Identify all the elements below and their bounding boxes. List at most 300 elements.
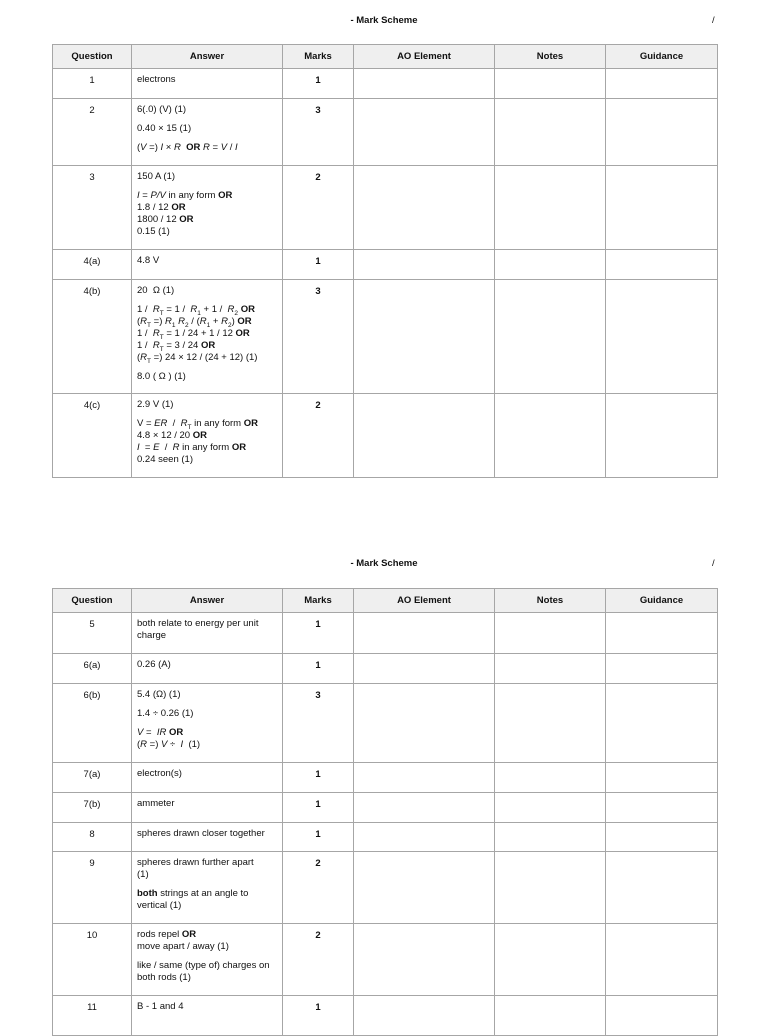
answer-text: in any form: [179, 442, 232, 453]
col-notes: Notes: [495, 45, 606, 69]
answer-line: [137, 328, 277, 340]
ao-element-cell: [354, 763, 495, 793]
marks-value: 2: [283, 166, 354, 250]
answer-text: E: [153, 442, 160, 453]
table-row: [53, 793, 718, 823]
notes-cell: [495, 166, 606, 250]
marks-value: 2: [283, 394, 354, 478]
answer-line: [137, 214, 277, 226]
answer-line: [137, 1001, 277, 1013]
answer-block: [137, 798, 277, 810]
table-row: [53, 613, 718, 654]
answer-text: 20 Ω (1): [137, 285, 175, 296]
answer-text: both relate to energy per unit: [137, 618, 259, 629]
answer-block: [137, 142, 277, 154]
answer-text: R: [152, 304, 160, 315]
answer-cell: [132, 684, 283, 763]
answer-text: I: [180, 739, 184, 750]
answer-text: 0.24 seen (1): [137, 454, 193, 465]
answer-line: [137, 618, 277, 630]
marks-value: 1: [283, 823, 354, 852]
answer-text: strings at an angle to: [157, 888, 249, 899]
page-header-2: [0, 558, 768, 572]
table-row: [53, 394, 718, 478]
answer-text: like / same (type of) charges on: [137, 960, 270, 971]
answer-text: 0.40 × 15 (1): [137, 123, 192, 134]
answer-block: [137, 371, 277, 383]
answer-cell: [132, 924, 283, 996]
guidance-cell: [606, 250, 718, 280]
col-guidance: Guidance: [606, 45, 718, 69]
answer-text: I: [137, 442, 140, 453]
guidance-cell: [606, 793, 718, 823]
answer-text: (1): [183, 739, 201, 750]
answer-cell: [132, 852, 283, 924]
marks-value: 2: [283, 924, 354, 996]
table-row: [53, 684, 718, 763]
answer-text: 1 /: [137, 340, 153, 351]
question-number: 8: [53, 823, 132, 852]
answer-text: 8.0 ( Ω ) (1): [137, 371, 186, 382]
answer-line: [137, 972, 277, 984]
answer-line: [137, 418, 277, 430]
answer-text: R: [221, 316, 228, 327]
answer-text: OR: [218, 190, 233, 201]
ao-element-cell: [354, 613, 495, 654]
answer-text: R: [140, 352, 148, 363]
guidance-cell: [606, 852, 718, 924]
answer-line: [137, 171, 277, 183]
answer-line: [137, 399, 277, 411]
answer-text: 5.4 (Ω) (1): [137, 689, 181, 700]
notes-cell: [495, 69, 606, 99]
answer-text: ÷: [167, 739, 181, 750]
notes-cell: [495, 823, 606, 852]
notes-cell: [495, 852, 606, 924]
answer-text: R: [140, 739, 148, 750]
answer-text: T: [159, 309, 164, 317]
answer-text: 2: [227, 321, 232, 329]
answer-text: 2: [185, 321, 189, 329]
answer-text: =): [146, 142, 161, 153]
answer-text: electrons: [137, 74, 176, 85]
answer-line: [137, 74, 277, 86]
answer-line: [137, 454, 277, 466]
guidance-cell: [606, 69, 718, 99]
answer-text: OR: [240, 304, 255, 315]
answer-block: [137, 418, 277, 466]
question-number: 7(b): [53, 793, 132, 823]
col-marks: Marks: [283, 45, 354, 69]
guidance-cell: [606, 684, 718, 763]
marks-value: 3: [283, 99, 354, 166]
answer-text: R: [199, 316, 207, 327]
answer-text: vertical (1): [137, 900, 182, 911]
answer-text: both rods (1): [137, 972, 191, 983]
answer-text: 4.8 V: [137, 255, 160, 266]
answer-text: 1.8 / 12: [137, 202, 172, 213]
notes-cell: [495, 654, 606, 684]
answer-text: R: [165, 316, 172, 327]
answer-text: ER: [154, 418, 168, 429]
marks-value: 3: [283, 684, 354, 763]
answer-text: OR: [179, 214, 194, 225]
question-number: 4(a): [53, 250, 132, 280]
page-title: - Mark Scheme: [350, 558, 418, 569]
question-number: 10: [53, 924, 132, 996]
answer-line: [137, 768, 277, 780]
answer-text: R: [152, 340, 160, 351]
answer-text: OR: [171, 202, 186, 213]
answer-block: [137, 618, 277, 642]
answer-text: (1): [137, 869, 149, 880]
answer-block: [137, 929, 277, 953]
answer-line: [137, 442, 277, 454]
answer-block: [137, 255, 277, 267]
answer-line: [137, 352, 277, 364]
marks-value: 1: [283, 654, 354, 684]
notes-cell: [495, 763, 606, 793]
answer-text: R: [190, 304, 198, 315]
guidance-cell: [606, 99, 718, 166]
answer-text: OR: [237, 316, 252, 327]
answer-block: [137, 689, 277, 701]
answer-text: R: [152, 328, 160, 339]
col-marks: Marks: [283, 589, 354, 613]
ao-element-cell: [354, 99, 495, 166]
answer-line: [137, 828, 277, 840]
answer-text: /: [227, 142, 235, 153]
answer-text: R: [203, 142, 210, 153]
answer-text: 150 A (1): [137, 171, 176, 182]
table-row: [53, 924, 718, 996]
answer-text: / (: [188, 316, 200, 327]
answer-line: [137, 123, 277, 135]
answer-text: R: [140, 316, 148, 327]
ao-element-cell: [354, 823, 495, 852]
answer-cell: [132, 613, 283, 654]
answer-text: 1 /: [137, 328, 153, 339]
table-row: [53, 823, 718, 852]
ao-element-cell: [354, 280, 495, 394]
answer-text: R: [180, 418, 188, 429]
answer-text: =: [209, 142, 221, 153]
ao-element-cell: [354, 394, 495, 478]
answer-line: [137, 960, 277, 972]
answer-block: [137, 190, 277, 238]
answer-line: [137, 104, 277, 116]
answer-cell: [132, 280, 283, 394]
marks-value: 1: [283, 793, 354, 823]
answer-block: [137, 171, 277, 183]
answer-text: I: [137, 190, 140, 201]
question-number: 6(b): [53, 684, 132, 763]
ao-element-cell: [354, 654, 495, 684]
answer-text: ): [231, 316, 238, 327]
question-number: 4(c): [53, 394, 132, 478]
answer-text: T: [159, 333, 164, 341]
col-question: Question: [53, 589, 132, 613]
answer-line: [137, 371, 277, 383]
answer-text: =): [147, 739, 162, 750]
table-row: [53, 250, 718, 280]
answer-text: OR: [168, 727, 184, 738]
answer-text: I: [160, 142, 164, 153]
answer-text: spheres drawn further apart: [137, 857, 254, 868]
answer-line: [137, 630, 277, 642]
answer-text: 1: [197, 309, 201, 317]
col-guidance: Guidance: [606, 589, 718, 613]
table-row: [53, 69, 718, 99]
ao-element-cell: [354, 793, 495, 823]
notes-cell: [495, 280, 606, 394]
guidance-cell: [606, 280, 718, 394]
answer-text: R: [172, 442, 180, 453]
answer-cell: [132, 763, 283, 793]
answer-text: T: [147, 357, 152, 365]
answer-text: R: [178, 316, 186, 327]
question-number: 7(a): [53, 763, 132, 793]
answer-text: 1 /: [137, 304, 153, 315]
answer-text: V =: [137, 418, 155, 429]
answer-line: [137, 941, 277, 953]
answer-text: ammeter: [137, 798, 175, 809]
answer-cell: [132, 394, 283, 478]
answer-text: 1800 / 12: [137, 214, 180, 225]
marks-value: 1: [283, 763, 354, 793]
header-row: [53, 589, 718, 613]
guidance-cell: [606, 654, 718, 684]
marks-value: 1: [283, 250, 354, 280]
question-number: 5: [53, 613, 132, 654]
answer-text: (: [137, 316, 141, 327]
answer-text: =: [139, 442, 154, 453]
marks-value: 3: [283, 280, 354, 394]
answer-line: [137, 430, 277, 442]
table-row: [53, 852, 718, 924]
answer-text: both: [137, 888, 158, 899]
answer-text: move apart / away (1): [137, 941, 229, 952]
answer-text: OR: [235, 328, 250, 339]
answer-text: B - 1 and 4: [137, 1001, 184, 1012]
table-row: [53, 280, 718, 394]
answer-text: V: [220, 142, 228, 153]
answer-text: V: [137, 727, 144, 738]
answer-text: /: [159, 442, 173, 453]
answer-text: =: [139, 190, 151, 201]
answer-text: R: [227, 304, 235, 315]
answer-line: [137, 255, 277, 267]
notes-cell: [495, 684, 606, 763]
col-ao-element: AO Element: [354, 589, 495, 613]
answer-block: [137, 74, 277, 86]
answer-block: [137, 285, 277, 297]
ao-element-cell: [354, 166, 495, 250]
answer-block: [137, 304, 277, 364]
answer-text: 0.26 (A): [137, 659, 171, 670]
answer-text: 4.8 × 12 / 20: [137, 430, 193, 441]
answer-block: [137, 123, 277, 135]
question-number: 4(b): [53, 280, 132, 394]
notes-cell: [495, 996, 606, 1036]
col-answer: Answer: [132, 589, 283, 613]
answer-text: 1: [171, 321, 176, 329]
answer-line: [137, 900, 277, 912]
answer-text: T: [159, 345, 164, 353]
mark-scheme-table-2: [52, 588, 718, 1036]
answer-line: [137, 888, 277, 900]
answer-text: rods repel: [137, 929, 182, 940]
answer-line: [137, 929, 277, 941]
notes-cell: [495, 924, 606, 996]
answer-text: 1: [206, 321, 211, 329]
header-row: [53, 45, 718, 69]
answer-line: [137, 304, 277, 316]
answer-block: [137, 399, 277, 411]
answer-text: 0.15 (1): [137, 226, 170, 237]
answer-text: =: [143, 727, 157, 738]
question-number: 2: [53, 99, 132, 166]
answer-text: 6(.0) (V) (1): [137, 104, 187, 115]
answer-line: [137, 739, 277, 751]
answer-text: OR: [231, 442, 247, 453]
answer-line: [137, 226, 277, 238]
notes-cell: [495, 250, 606, 280]
answer-block: [137, 727, 277, 751]
answer-line: [137, 285, 277, 297]
answer-text: I: [235, 142, 238, 153]
table-row: [53, 763, 718, 793]
question-number: 11: [53, 996, 132, 1036]
guidance-cell: [606, 924, 718, 996]
answer-text: 2: [234, 309, 239, 317]
answer-cell: [132, 166, 283, 250]
answer-text: OR: [186, 142, 201, 153]
notes-cell: [495, 394, 606, 478]
answer-block: [137, 888, 277, 912]
answer-text: spheres drawn closer together: [137, 828, 265, 839]
marks-value: 1: [283, 69, 354, 99]
answer-line: [137, 142, 277, 154]
answer-block: [137, 1001, 277, 1013]
question-number: 9: [53, 852, 132, 924]
answer-text: V: [140, 142, 147, 153]
answer-text: +: [210, 316, 222, 327]
answer-block: [137, 960, 277, 984]
answer-text: =): [151, 316, 166, 327]
answer-text: in any form: [165, 190, 219, 201]
col-question: Question: [53, 45, 132, 69]
answer-block: [137, 857, 277, 881]
answer-block: [137, 828, 277, 840]
page-slash: /: [712, 558, 715, 569]
answer-text: (: [137, 352, 141, 363]
answer-line: [137, 202, 277, 214]
answer-text: charge: [137, 630, 167, 641]
answer-text: electron(s): [137, 768, 182, 779]
answer-line: [137, 659, 277, 671]
question-number: 1: [53, 69, 132, 99]
page-header-1: [0, 15, 768, 29]
guidance-cell: [606, 613, 718, 654]
answer-block: [137, 659, 277, 671]
ao-element-cell: [354, 684, 495, 763]
answer-cell: [132, 250, 283, 280]
answer-text: OR: [243, 418, 258, 429]
answer-text: T: [147, 321, 152, 329]
answer-text: = 1 /: [163, 304, 191, 315]
marks-value: 2: [283, 852, 354, 924]
col-ao-element: AO Element: [354, 45, 495, 69]
table-row: [53, 166, 718, 250]
answer-text: T: [187, 423, 192, 431]
page-slash: /: [712, 15, 715, 26]
ao-element-cell: [354, 924, 495, 996]
answer-text: 2.9 V (1): [137, 399, 174, 410]
answer-text: + 1 /: [200, 304, 228, 315]
answer-text: OR: [192, 430, 207, 441]
marks-value: 1: [283, 613, 354, 654]
guidance-cell: [606, 394, 718, 478]
guidance-cell: [606, 823, 718, 852]
answer-cell: [132, 654, 283, 684]
table-row: [53, 654, 718, 684]
answer-text: = 1 / 24 + 1 / 12: [163, 328, 236, 339]
page-title: - Mark Scheme: [350, 15, 418, 26]
answer-text: ×: [163, 142, 174, 153]
answer-text: =) 24 × 12 / (24 + 12) (1): [151, 352, 258, 363]
question-number: 3: [53, 166, 132, 250]
col-answer: Answer: [132, 45, 283, 69]
notes-cell: [495, 99, 606, 166]
notes-cell: [495, 613, 606, 654]
notes-cell: [495, 793, 606, 823]
answer-text: V: [161, 739, 168, 750]
guidance-cell: [606, 763, 718, 793]
answer-cell: [132, 823, 283, 852]
ao-element-cell: [354, 852, 495, 924]
ao-element-cell: [354, 250, 495, 280]
table-row: [53, 996, 718, 1036]
mark-scheme-table-1: [52, 44, 718, 478]
answer-cell: [132, 99, 283, 166]
answer-text: /: [167, 418, 181, 429]
answer-line: [137, 708, 277, 720]
answer-block: [137, 104, 277, 116]
answer-line: [137, 869, 277, 881]
answer-cell: [132, 69, 283, 99]
answer-text: in any form: [191, 418, 244, 429]
answer-line: [137, 857, 277, 869]
marks-value: 1: [283, 996, 354, 1036]
answer-block: [137, 708, 277, 720]
answer-text: OR: [200, 340, 216, 351]
ao-element-cell: [354, 69, 495, 99]
question-number: 6(a): [53, 654, 132, 684]
answer-line: [137, 316, 277, 328]
answer-text: (: [137, 739, 141, 750]
guidance-cell: [606, 996, 718, 1036]
answer-cell: [132, 793, 283, 823]
answer-line: [137, 689, 277, 701]
answer-line: [137, 340, 277, 352]
ao-element-cell: [354, 996, 495, 1036]
col-notes: Notes: [495, 589, 606, 613]
answer-line: [137, 798, 277, 810]
answer-text: P/V: [150, 190, 166, 201]
answer-text: OR: [181, 929, 197, 940]
answer-text: = 3 / 24: [163, 340, 201, 351]
